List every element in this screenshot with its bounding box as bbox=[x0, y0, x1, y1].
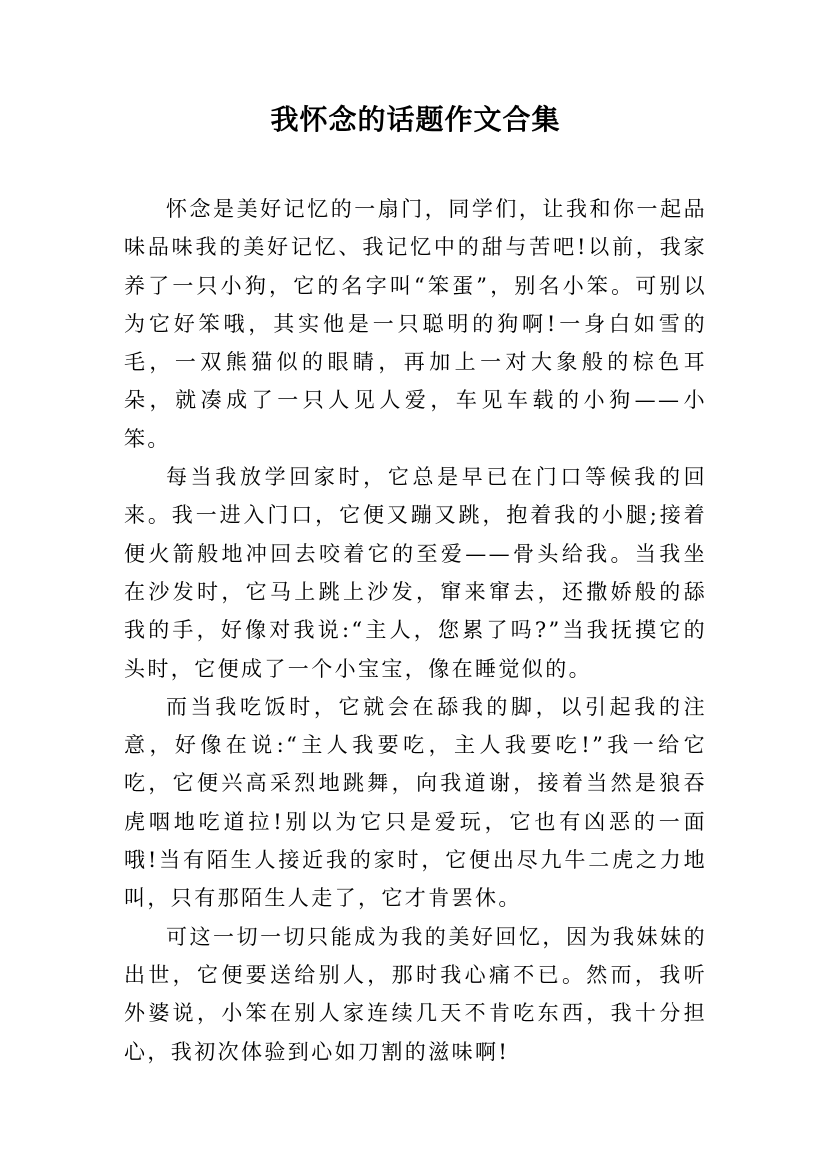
paragraph-3: 而当我吃饭时，它就会在舔我的脚，以引起我的注意，好像在说:“主人我要吃，主人我要吃!”我一给它吃，它便兴高采烈地跳舞，向我道谢，接着当然是狼吞虎咽地吃道拉!别以为它只是爱玩，它也有凶恶的一面哦!当有陌生人接近我的家时，它便出尽九牛二虎之力地叫，只有那陌生人走了，它才肯罢休。 bbox=[124, 694, 707, 911]
document-title: 我怀念的话题作文合集 bbox=[270, 103, 561, 136]
paragraph-4: 可这一切一切只能成为我的美好回忆，因为我妹妹的出世，它便要送给别人，那时我心痛不已。然而，我听外婆说，小笨在别人家连续几天不肯吃东西，我十分担心，我初次体验到心如刀割的滋味啊! bbox=[124, 924, 707, 1064]
paragraph-2: 每当我放学回家时，它总是早已在门口等候我的回来。我一进入门口，它便又蹦又跳，抱着我的小腿;接着便火箭般地冲回去咬着它的至爱——骨头给我。当我坐在沙发时，它马上跳上沙发，窜来窜去，还撒娇般的舔我的手，好像对我说:“主人，您累了吗?”当我抚摸它的头时，它便成了一个小宝宝，像在睡觉似的。 bbox=[124, 465, 707, 681]
document-body bbox=[124, 190, 707, 1071]
paragraph-1: 怀念是美好记忆的一扇门，同学们，让我和你一起品味品味我的美好记忆、我记忆中的甜与苦吧!以前，我家养了一只小狗，它的名字叫“笨蛋”，别名小笨。可别以为它好笨哦，其实他是一只聪明的狗啊!一身白如雪的毛，一双熊猫似的眼睛，再加上一对大象般的棕色耳朵，就凑成了一只人见人爱，车见车载的小狗——小笨。 bbox=[124, 197, 707, 451]
